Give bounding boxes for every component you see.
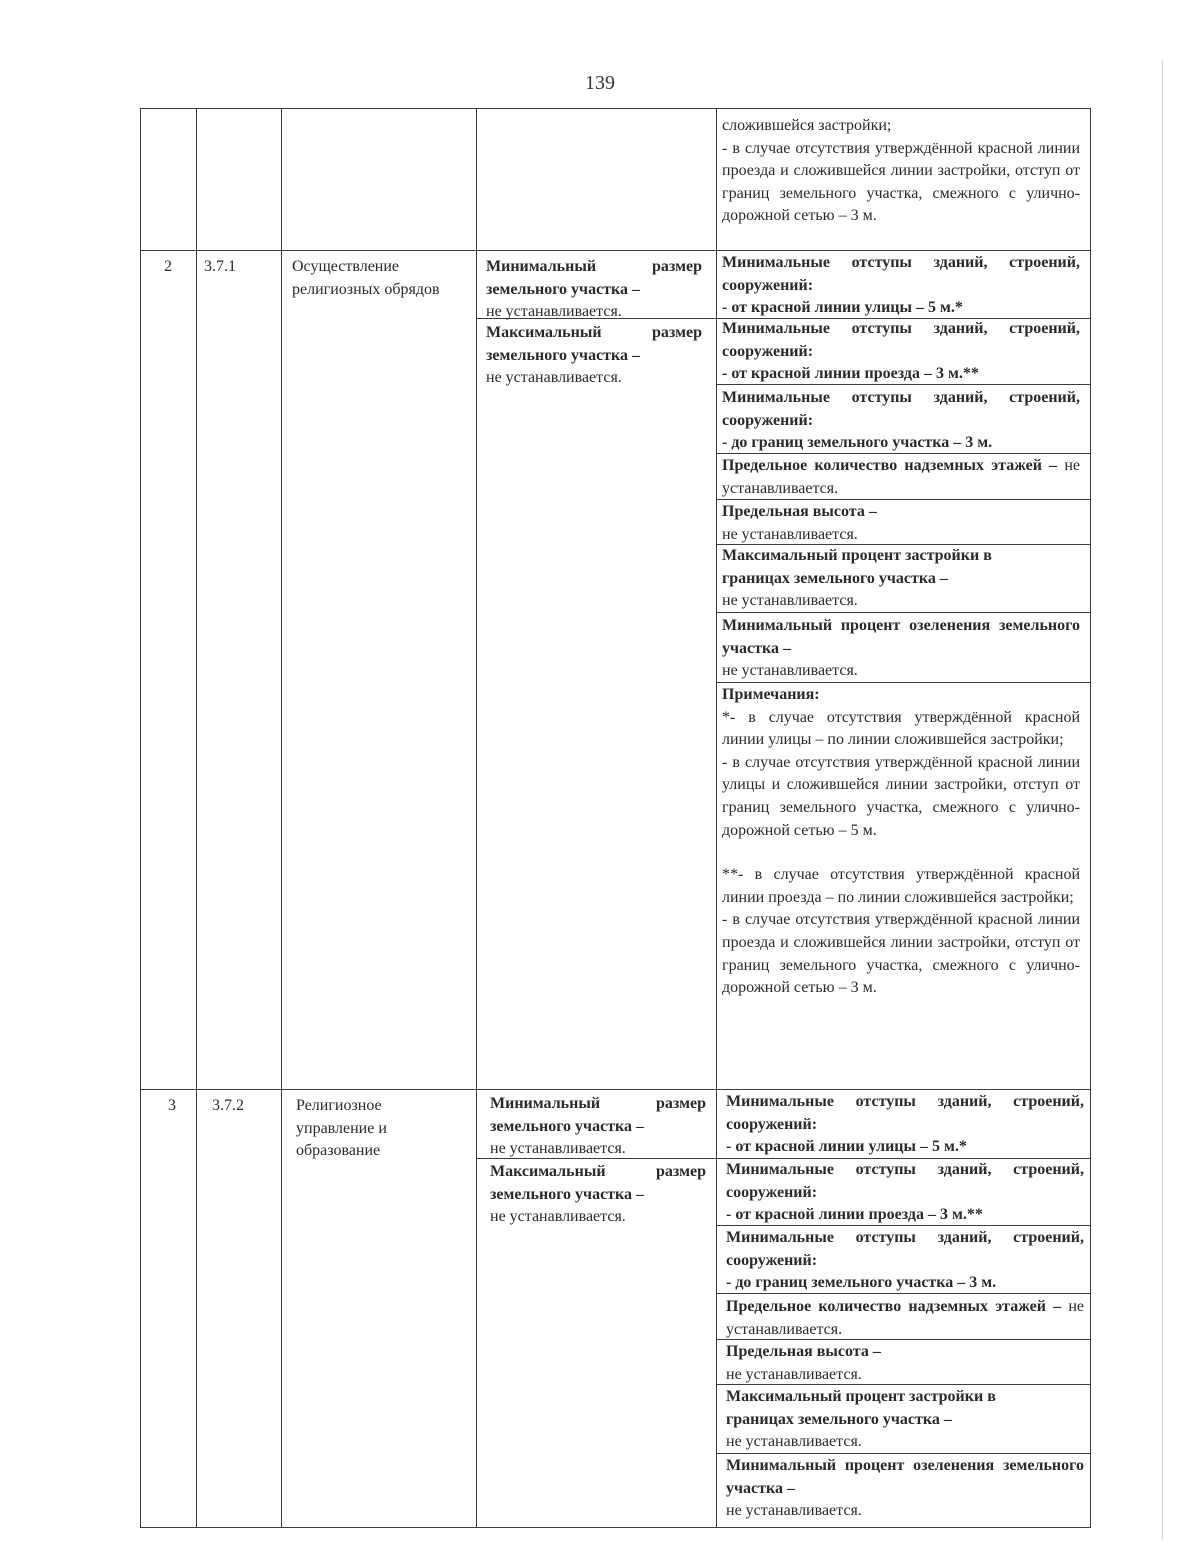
size-min-cell xyxy=(486,256,702,324)
param-cell xyxy=(722,501,1080,546)
param-title: Предельное количество надземных этажей – xyxy=(726,1298,1062,1315)
param-value: - от красной линии проезда – 3 м.** xyxy=(722,365,979,383)
notes-cell xyxy=(722,684,1080,1000)
param-title: Минимальные отступы зданий, строений, сооружений: xyxy=(726,1161,1084,1201)
row-code: 3.7.1 xyxy=(204,258,236,275)
param-cell xyxy=(726,1159,1084,1227)
param-value: - до границ земельного участка – 3 м. xyxy=(726,1274,997,1292)
size-max-value: не устанавливается. xyxy=(490,1208,626,1226)
page-number: 139 xyxy=(585,72,615,94)
param-title: Предельная высота – xyxy=(722,503,877,520)
param-value: не устанавливается. xyxy=(726,1433,862,1451)
notes-paragraph: - в случае отсутствия утверждённой красной линии улицы и сложившейся линии застройки, отступ от границ земельного участка, смежного с улично-дорожной сетью – 5 м. xyxy=(722,753,1080,839)
param-cell xyxy=(726,1386,1056,1454)
size-max-title: Максимальный размер земельного участка – xyxy=(486,324,702,364)
param-value: - от красной линии улицы – 5 м.* xyxy=(726,1138,967,1156)
param-title: Минимальные отступы зданий, строений, сооружений: xyxy=(726,1229,1084,1269)
row-use-name: Религиозное управление и образование xyxy=(296,1097,387,1160)
size-max-value: не устанавливается. xyxy=(486,369,622,387)
param-cell xyxy=(722,387,1080,455)
continuation-line: сложившейся застройки; xyxy=(722,117,892,134)
row-number: 2 xyxy=(164,258,172,275)
param-value: - от красной линии улицы – 5 м.* xyxy=(722,299,963,317)
size-max-cell xyxy=(486,322,702,390)
param-value: - от красной линии проезда – 3 м.** xyxy=(726,1206,983,1224)
param-title: Предельное количество надземных этажей – xyxy=(722,457,1058,474)
scan-edge xyxy=(1162,60,1163,1540)
param-cell xyxy=(726,1296,1084,1341)
param-value: не устанавливается. xyxy=(726,1365,862,1383)
param-value: - до границ земельного участка – 3 м. xyxy=(722,434,993,452)
param-title: Максимальный процент застройки в границах земельного участка – xyxy=(726,1388,996,1428)
notes-paragraph: **- в случае отсутствия утверждённой красной линии проезда – по линии сложившейся застройки; xyxy=(722,866,1080,906)
param-title: Минимальные отступы зданий, строений, сооружений: xyxy=(722,320,1080,360)
param-cell xyxy=(726,1341,1084,1386)
continuation-text xyxy=(722,115,1080,228)
param-cell xyxy=(722,318,1080,386)
param-cell xyxy=(722,615,1080,683)
param-cell xyxy=(722,455,1080,500)
param-cell xyxy=(722,545,1052,613)
size-max-title: Максимальный размер земельного участка – xyxy=(490,1163,706,1203)
size-min-title: Минимальный размер земельного участка – xyxy=(490,1095,706,1135)
param-title: Минимальные отступы зданий, строений, сооружений: xyxy=(722,254,1080,294)
row-number: 3 xyxy=(168,1097,176,1114)
size-min-cell xyxy=(490,1093,706,1161)
param-cell xyxy=(722,252,1080,320)
param-cell xyxy=(726,1227,1084,1295)
size-min-title: Минимальный размер земельного участка – xyxy=(486,258,702,298)
notes-paragraph: *- в случае отсутствия утверждённой красной линии улицы – по линии сложившейся застройки; xyxy=(722,708,1080,749)
param-value: не устанавливается. xyxy=(726,1298,1084,1338)
notes-title: Примечания: xyxy=(722,686,820,703)
notes-paragraph: - в случае отсутствия утверждённой красной линии проезда и сложившейся линии застройки, отступ от границ земельного участка, смежного с улично-дорожной сетью – 3 м. xyxy=(722,911,1080,997)
param-title: Максимальный процент застройки в границах земельного участка – xyxy=(722,547,992,587)
param-title: Минимальные отступы зданий, строений, сооружений: xyxy=(726,1093,1084,1133)
param-value: не устанавливается. xyxy=(722,457,1080,497)
param-cell xyxy=(726,1091,1084,1159)
param-cell xyxy=(726,1455,1084,1523)
param-value: не устанавливается. xyxy=(726,1502,862,1520)
param-value: не устанавливается. xyxy=(722,662,858,680)
continuation-line: - в случае отсутствия утверждённой красной линии проезда и сложившейся линии застройки, отступ от границ земельного участка, смежного с улично-дорожной сетью – 3 м. xyxy=(722,139,1080,225)
size-max-cell xyxy=(490,1161,706,1229)
size-min-value: не устанавливается. xyxy=(486,303,622,321)
size-min-value: не устанавливается. xyxy=(490,1140,626,1158)
param-title: Предельная высота – xyxy=(726,1343,881,1360)
row-code: 3.7.2 xyxy=(212,1097,244,1114)
param-title: Минимальный процент озеленения земельного участка – xyxy=(722,617,1080,657)
param-title: Минимальные отступы зданий, строений, сооружений: xyxy=(722,389,1080,429)
param-title: Минимальный процент озеленения земельного участка – xyxy=(726,1457,1084,1497)
param-value: не устанавливается. xyxy=(722,592,858,610)
row-use-name: Осуществление религиозных обрядов xyxy=(292,258,440,298)
param-value: не устанавливается. xyxy=(722,525,858,543)
